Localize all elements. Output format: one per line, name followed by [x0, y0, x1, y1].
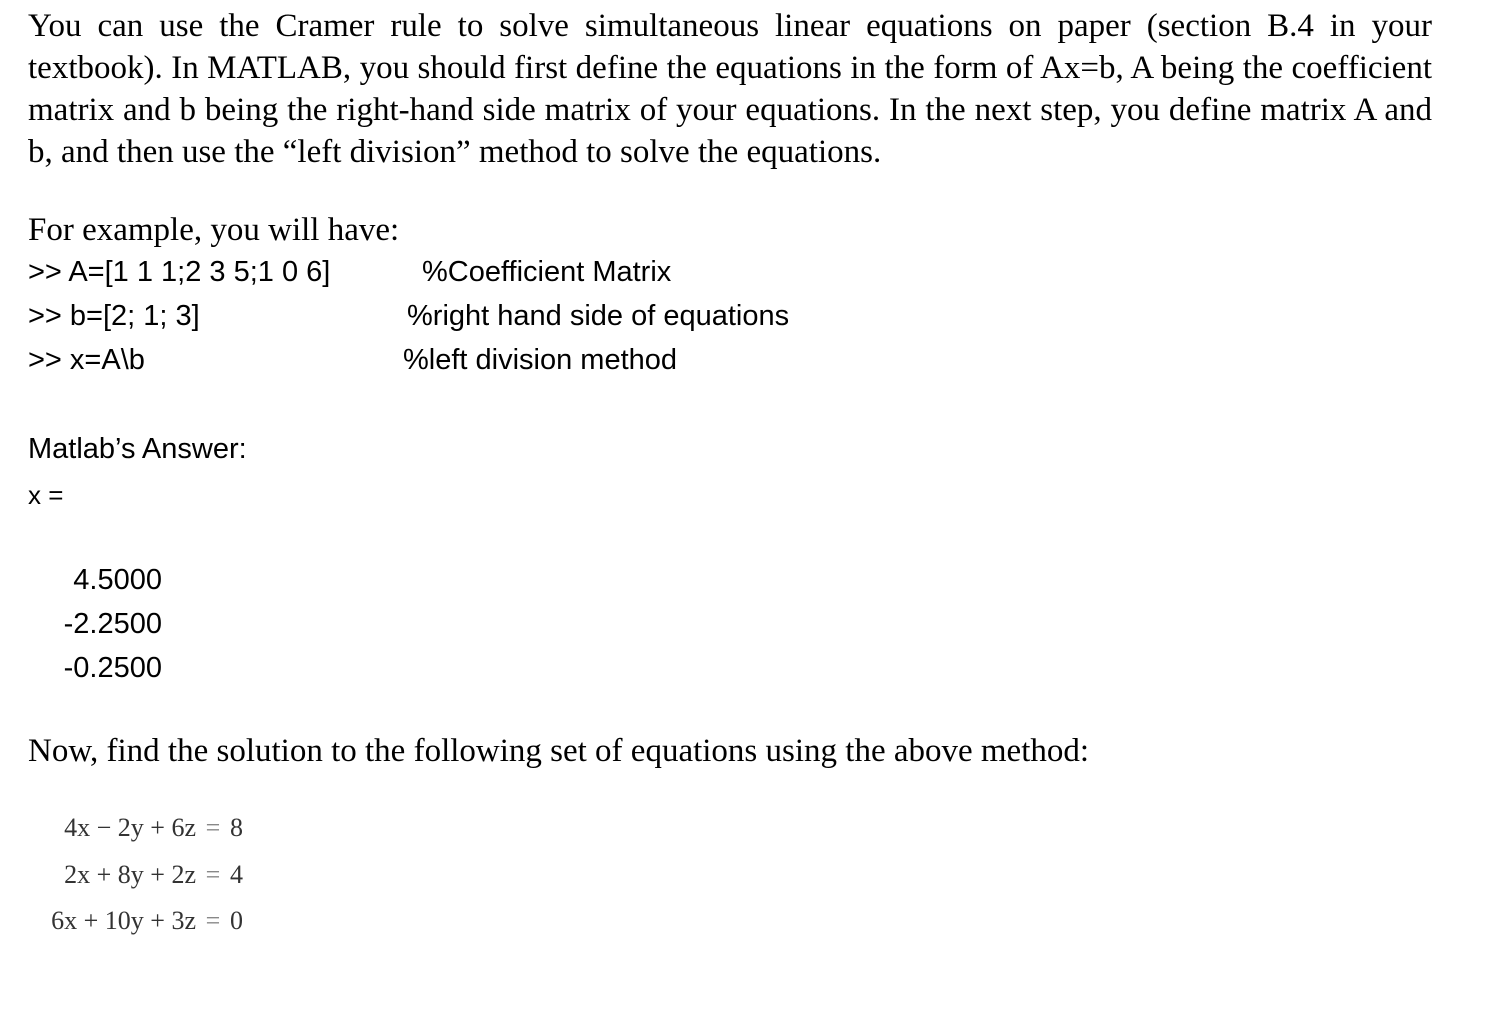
equation-2-rhs: 4: [230, 860, 243, 889]
equals-sign: =: [205, 906, 221, 935]
answer-value-3: -0.2500: [63, 652, 162, 684]
code-comment-2: %right hand side of equations: [407, 300, 790, 332]
code-command-1: >> A=[1 1 1;2 3 5;1 0 6]: [28, 256, 331, 288]
equation-1: [28, 813, 243, 853]
example-heading: For example, you will have:: [28, 212, 400, 248]
intro-paragraph: You can use the Cramer rule to solve simultaneous linear equations on paper (section B.4 in your textbook). In MATLAB, you should first define the equations in the form of Ax=b, A being the coefficient matrix and b being the right-hand side matrix of your equations. In the next step, you define matrix A and b, and then use the “left division” method to solve the equations.: [28, 8, 1432, 170]
equation-3-lhs: 6x + 10y + 3z: [51, 906, 196, 935]
equals-sign: =: [205, 813, 221, 842]
code-command-3: >> x=A\b: [28, 344, 145, 376]
equation-3-rhs: 0: [230, 906, 243, 935]
equation-1-lhs: 4x − 2y + 6z: [64, 813, 196, 842]
equation-2-lhs: 2x + 8y + 2z: [64, 860, 196, 889]
equals-sign: =: [205, 860, 221, 889]
equation-1-rhs: 8: [230, 813, 243, 842]
task-instruction: Now, find the solution to the following set of equations using the above method:: [28, 733, 1090, 769]
answer-value-1: 4.5000: [73, 564, 162, 596]
answer-value-2: -2.2500: [63, 608, 162, 640]
code-comment-1: %Coefficient Matrix: [422, 256, 672, 288]
code-comment-3: %left division method: [403, 344, 678, 376]
answer-variable: x =: [28, 480, 64, 510]
equation-2: [28, 860, 243, 900]
answer-heading: Matlab’s Answer:: [28, 433, 247, 465]
code-command-2: >> b=[2; 1; 3]: [28, 300, 200, 332]
equation-3: [28, 906, 243, 946]
